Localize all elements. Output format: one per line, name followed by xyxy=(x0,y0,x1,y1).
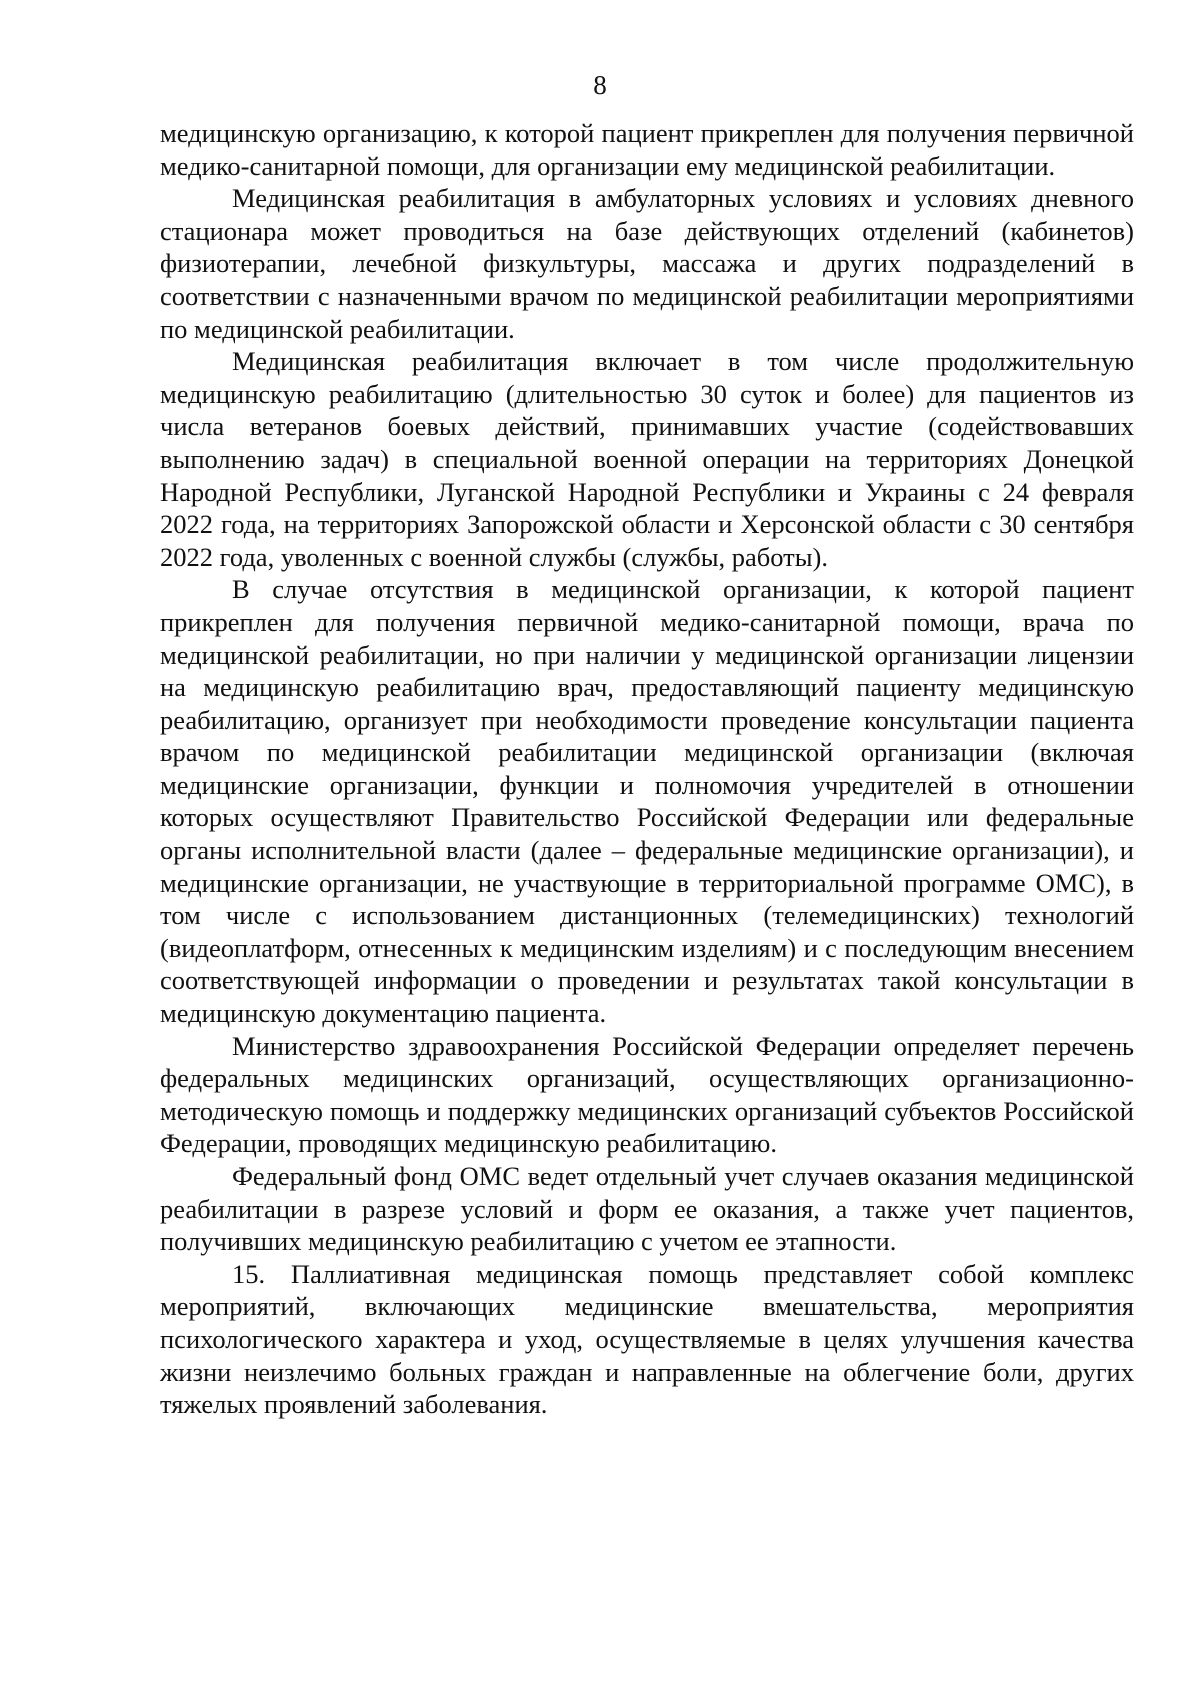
paragraph-rehab-outpatient: Медицинская реабилитация в амбулаторных условиях и условиях дневного стационара может проводиться на базе действующих отделений (кабинетов) физиотерапии, лечебной физкультуры, массажа и других подразделений в соответствии с назначенными врачом по медицинской реабилитации мероприятиями по медицинской реабилитации. xyxy=(160,183,1134,344)
page-number: 8 xyxy=(593,70,607,100)
paragraph-palliative-care: 15. Паллиативная медицинская помощь представляет собой комплекс мероприятий, включающих медицинские вмешательства, мероприятия психологического характера и уход, осуществляемые в целях улучшения качества жизни неизлечимо больных граждан и направленные на облегчение боли, других тяжелых проявлений заболевания. xyxy=(160,1258,1134,1420)
paragraph-rehab-veterans: Медицинская реабилитация включает в том числе продолжительную медицинскую реабилитацию (длительностью 30 суток и более) для пациентов из числа ветеранов боевых действий, принимавших участие (содействовавших выполнению задач) в специальной военной операции на территориях Донецкой Народной Республики, Луганской Народной Республики и Украины с 24 февраля 2022 года, на территориях Запорожской области и Херсонской области с 30 сентября 2022 года, уволенных с военной службы (службы, работы). xyxy=(160,346,1134,572)
document-body xyxy=(160,117,1134,1421)
paragraph-ministry-list: Министерство здравоохранения Российской Федерации определяет перечень федеральных медицинских организаций, осуществляющих организационно-методическую помощь и поддержку медицинских организаций субъектов Российской Федерации, проводящих медицинскую реабилитацию. xyxy=(160,1030,1134,1159)
paragraph-oms-fund-accounting: Федеральный фонд ОМС ведет отдельный учет случаев оказания медицинской реабилитации в разрезе условий и форм ее оказания, а также учет пациентов, получивших медицинскую реабилитацию с учетом ее этапности. xyxy=(160,1161,1134,1257)
paragraph-rehab-consultation: В случае отсутствия в медицинской организации, к которой пациент прикреплен для получения первичной медико-санитарной помощи, врача по медицинской реабилитации, но при наличии у медицинской организации лицензии на медицинскую реабилитацию врач, предоставляющий пациенту медицинскую реабилитацию, организует при необходимости проведение консультации пациента врачом по медицинской реабилитации медицинской организации (включая медицинские организации, функции и полномочия учредителей в отношении которых осуществляют Правительство Российской Федерации или федеральные органы исполнительной власти (далее – федеральные медицинские организации), и медицинские организации, не участвующие в территориальной программе ОМС), в том числе с использованием дистанционных (телемедицинских) технологий (видеоплатформ, отнесенных к медицинским изделиям) и с последующим внесением соответствующей информации о проведении и результатах такой консультации в медицинскую документацию пациента. xyxy=(160,574,1134,1029)
paragraph-continuation: медицинскую организацию, к которой пациент прикреплен для получения первичной медико-санитарной помощи, для организации ему медицинской реабилитации. xyxy=(160,118,1134,181)
